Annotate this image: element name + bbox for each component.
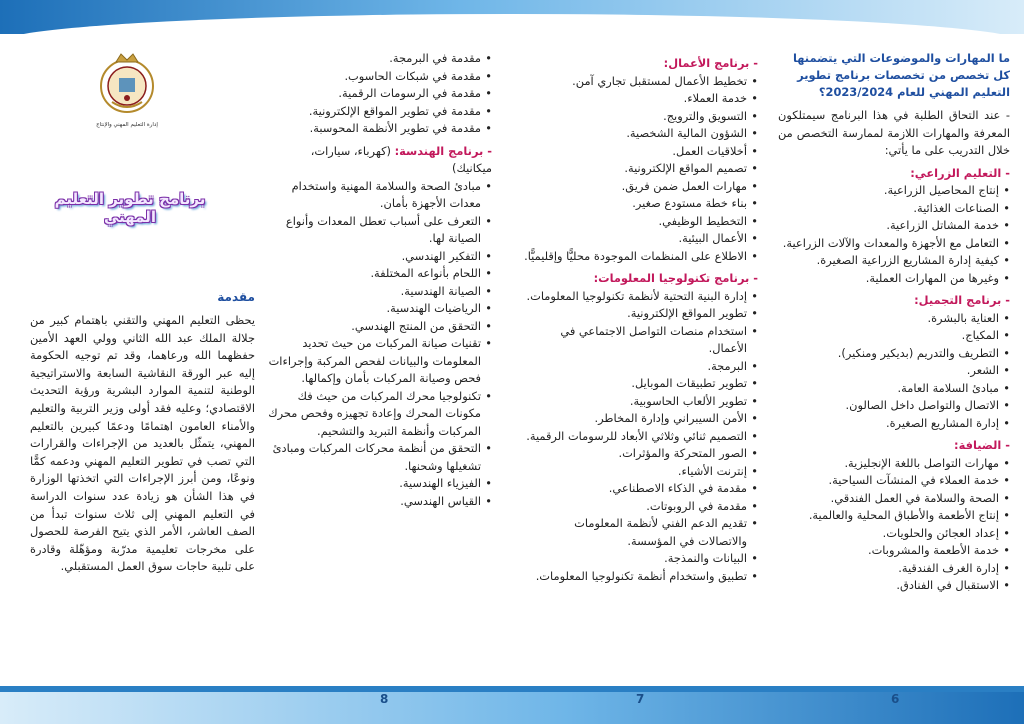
- list-item: • مقدمة في تطوير الأنظمة المحوسبة.: [268, 120, 492, 138]
- list-item: • تقنيات صيانة المركبات من حيث تحديد المعلومات والبيانات لفحص المركبة وإجراءات فحص وصيانة المركبات بأمان وإكمالها.: [268, 335, 492, 388]
- list-item: • إدارة الغرف الفندقية.: [778, 560, 1010, 578]
- list-item: • إنتاج الأطعمة والأطباق المحلية والعالمية.: [778, 507, 1010, 525]
- list-item: • الرياضيات الهندسية.: [268, 300, 492, 318]
- list-item: • إنترنت الأشياء.: [522, 463, 758, 481]
- list-item: • الاطلاع على المنظمات الموجودة محليًّا وإقليميًّا.: [522, 248, 758, 266]
- list-item: • الاستقبال في الفنادق.: [778, 577, 1010, 595]
- engineering-items-list: [268, 178, 492, 511]
- list-item: • التعامل مع الأجهزة والمعدات والآلات الزراعية.: [778, 235, 1010, 253]
- list-item: • مبادئ الصحة والسلامة المهنية واستخدام معدات الأجهزة بأمان.: [268, 178, 492, 213]
- list-item: • تطوير الألعاب الحاسوبية.: [522, 393, 758, 411]
- list-item: • التفكير الهندسي.: [268, 248, 492, 266]
- list-item: • إدارة المشاريع الصغيرة.: [778, 415, 1010, 433]
- list-item: • التحقق من المنتج الهندسي.: [268, 318, 492, 336]
- top-decorative-band: [0, 0, 1024, 34]
- list-item: • مقدمة في البرمجة.: [268, 50, 492, 68]
- section-list: [778, 310, 1010, 433]
- list-item: • مقدمة في شبكات الحاسوب.: [268, 68, 492, 86]
- list-item: • كيفية إدارة المشاريع الزراعية الصغيرة.: [778, 252, 1010, 270]
- list-item: • تصميم المواقع الإلكترونية.: [522, 160, 758, 178]
- intro-courses-list: [268, 50, 492, 138]
- list-item: • الشعر.: [778, 362, 1010, 380]
- section-list: [522, 73, 758, 266]
- question-heading: ما المهارات والموضوعات التي يتضمنها كل تخصص من تخصصات برنامج تطوير التعليم المهني للعام 2023/2024؟: [793, 51, 1010, 99]
- section-list: [778, 455, 1010, 595]
- list-item: • مقدمة في تطوير المواقع الإلكترونية.: [268, 103, 492, 121]
- intro-paragraph: - عند التحاق الطلبة في هذا البرنامج سيمتلكون المعرفة والمهارات اللازمة لممارسة التخصص من خلال التدريب على ما يأتي:: [778, 108, 1010, 157]
- list-item: • البيانات والنمذجة.: [522, 550, 758, 568]
- list-item: • الفيزياء الهندسية.: [268, 475, 492, 493]
- list-item: • إعداد العجائن والحلويات.: [778, 525, 1010, 543]
- list-item: • الصحة والسلامة في العمل الفندقي.: [778, 490, 1010, 508]
- list-item: • المكياج.: [778, 327, 1010, 345]
- list-item: • خدمة المشاتل الزراعية.: [778, 217, 1010, 235]
- list-item: • التعرف على أسباب تعطل المعدات وأنواع الصيانة لها.: [268, 213, 492, 248]
- section-title: - برنامج تكنولوجيا المعلومات:: [593, 271, 758, 285]
- list-item: • مقدمة في الرسومات الرقمية.: [268, 85, 492, 103]
- section-title: - الضيافة:: [954, 438, 1010, 452]
- section-title: - التعليم الزراعي:: [910, 165, 1010, 180]
- list-item: • مهارات التواصل باللغة الإنجليزية.: [778, 455, 1010, 473]
- list-item: • إدارة البنية التحتية لأنظمة تكنولوجيا المعلومات.: [522, 288, 758, 306]
- list-item: • الاتصال والتواصل داخل الصالون.: [778, 397, 1010, 415]
- column-page-7: [522, 50, 758, 585]
- section-title: - برنامج التجميل:: [914, 293, 1010, 307]
- intro-heading: مقدمة: [217, 290, 255, 304]
- list-item: • تقديم الدعم الفني لأنظمة المعلومات والاتصالات في المؤسسة.: [522, 515, 758, 550]
- list-item: • خدمة العملاء.: [522, 90, 758, 108]
- bottom-decorative-band: [0, 686, 1024, 724]
- engineering-section-title: - برنامج الهندسة: (كهرباء، سيارات، ميكانيك): [310, 143, 492, 175]
- brochure-title: برنامج تطوير التعليم المهني: [54, 190, 206, 226]
- list-item: • مبادئ السلامة العامة.: [778, 380, 1010, 398]
- list-item: • أخلاقيات العمل.: [522, 143, 758, 161]
- list-item: • مقدمة في الروبوتات.: [522, 498, 758, 516]
- list-item: • بناء خطة مستودع صغير.: [522, 195, 758, 213]
- list-item: • التطريف والتدريم (بديكير ومنكير).: [778, 345, 1010, 363]
- list-item: • تخطيط الأعمال لمستقبل تجاري آمن.: [522, 73, 758, 91]
- section-title: - برنامج الأعمال:: [663, 56, 758, 70]
- list-item: • اللحام بأنواعه المختلفة.: [268, 265, 492, 283]
- column-page-6: [778, 50, 1010, 595]
- list-item: • التحقق من أنظمة محركات المركبات ومبادئ تشغيلها وشحنها.: [268, 440, 492, 475]
- list-item: • تكنولوجيا محرك المركبات من حيث فك مكونات المحرك وإعادة تجهيزه وفحص محرك المركبات وأنظمة التبريد والتشحيم.: [268, 388, 492, 441]
- list-item: • التسويق والترويج.: [522, 108, 758, 126]
- list-item: • الصناعات الغذائية.: [778, 200, 1010, 218]
- list-item: • الأعمال البيئية.: [522, 230, 758, 248]
- column-page-8: [268, 50, 492, 510]
- list-item: • الشؤون المالية الشخصية.: [522, 125, 758, 143]
- list-item: • التخطيط الوظيفي.: [522, 213, 758, 231]
- page-number-left: 8: [380, 692, 389, 706]
- list-item: • العناية بالبشرة.: [778, 310, 1010, 328]
- list-item: • تطبيق واستخدام أنظمة تكنولوجيا المعلومات.: [522, 568, 758, 586]
- list-item: • الصيانة الهندسية.: [268, 283, 492, 301]
- list-item: • الصور المتحركة والمؤثرات.: [522, 445, 758, 463]
- list-item: • مقدمة في الذكاء الاصطناعي.: [522, 480, 758, 498]
- section-list: [522, 288, 758, 586]
- list-item: • تطوير تطبيقات الموبايل.: [522, 375, 758, 393]
- page-number-middle: 7: [636, 692, 645, 706]
- logo-caption: إدارة التعليم المهني والإنتاج: [96, 122, 158, 128]
- list-item: • استخدام منصات التواصل الاجتماعي في الأعمال.: [522, 323, 758, 358]
- list-item: • وغيرها من المهارات العملية.: [778, 270, 1010, 288]
- ministry-logo: [92, 50, 162, 120]
- list-item: • الأمن السيبراني وإدارة المخاطر.: [522, 410, 758, 428]
- list-item: • مهارات العمل ضمن فريق.: [522, 178, 758, 196]
- list-item: • تطوير المواقع الإلكترونية.: [522, 305, 758, 323]
- list-item: • التصميم ثنائي وثلاثي الأبعاد للرسومات الرقمية.: [522, 428, 758, 446]
- page-number-right: 6: [891, 692, 900, 706]
- list-item: • إنتاج المحاصيل الزراعية.: [778, 182, 1010, 200]
- list-item: • خدمة العملاء في المنشآت السياحية.: [778, 472, 1010, 490]
- intro-body: يحظى التعليم المهني والتقني باهتمام كبير من جلالة الملك عبد الله الثاني وولي العهد الأمين حفظهما الله ورعاهما، وقد تم توجيه الحكومة إليه عبر الورقة النقاشية السابعة والاستراتيجية الوطنية لتنمية الموارد البشرية ورؤية التحديث الاقتصادي؛ وعليه فقد أولى وزير التربية والتعليم والأمناء العامون اهتمامًا ودعمًا كبيرين بالتعليم المهني، يتمثّل بالعديد من الإجراءات والقرارات التي تصب في تطوير التعليم المهني ودعمه كمًّا ونوعًا، ومن أبرز الإجراءات التي اتخذتها الوزارة في هذا الشأن هو زيادة عدد سنوات الدراسة في التعليم المهني إلى ثلاث سنوات تبدأ من الصف العاشر، الأمر الذي يتيح الفرصة للحصول على مخرجات تعليمية مدرّبة ومؤهّلة وقادرة على تلبية حاجات سوق العمل المستقبلي.: [30, 313, 255, 574]
- list-item: • خدمة الأطعمة والمشروبات.: [778, 542, 1010, 560]
- list-item: • القياس الهندسي.: [268, 493, 492, 511]
- list-item: • البرمجة.: [522, 358, 758, 376]
- section-list: [778, 182, 1010, 287]
